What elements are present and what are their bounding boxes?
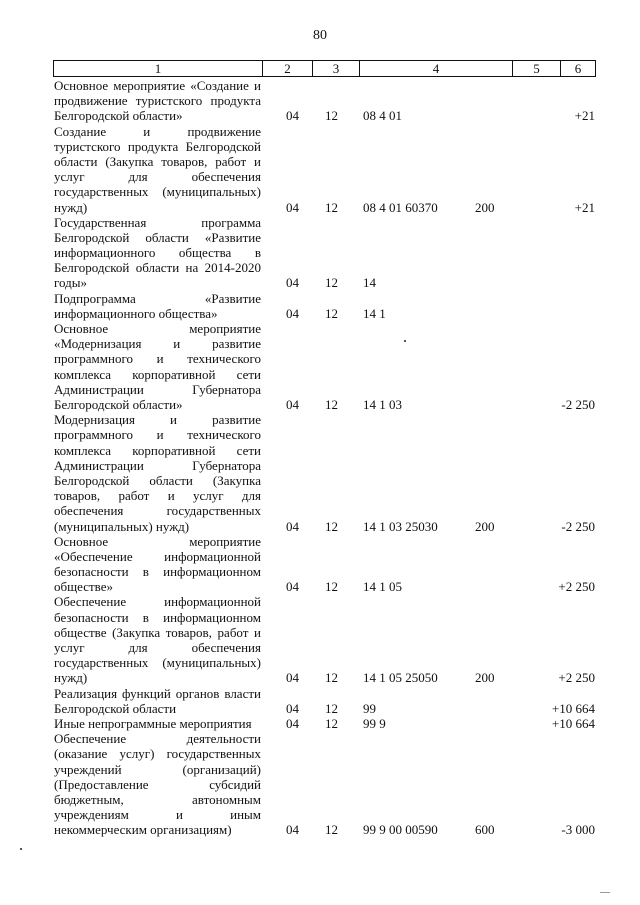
header-col-2: 2 [263, 61, 313, 76]
row-name-line: туристского продукта Белгородской [54, 138, 261, 154]
row-name [53, 534, 261, 595]
row-section: 04 [286, 716, 299, 732]
row-name-line: учреждениям и иным [54, 807, 261, 823]
row-subsection: 12 [325, 579, 338, 595]
row-target-article: 14 1 03 25030 [363, 518, 438, 534]
row-name-line: безопасности в информационном [54, 609, 261, 625]
row-subsection: 12 [325, 199, 338, 215]
row-target-article: 08 4 01 60370 [363, 199, 438, 215]
table-body [53, 78, 596, 838]
row-section: 04 [286, 108, 299, 124]
row-section: 04 [286, 822, 299, 838]
row-name-line: годы» [54, 275, 87, 291]
row-name-line: продвижение туристского продукта [54, 93, 261, 109]
row-subsection: 12 [325, 518, 338, 534]
row-name-line: нужд) [54, 670, 88, 686]
row-name [53, 594, 261, 685]
row-name-line: услуг для обеспечения [54, 169, 261, 185]
row-name-line: «Обеспечение информационной [54, 548, 261, 564]
row-name-line: Реализация функций органов власти [54, 685, 261, 701]
row-name-line: программного и технического [54, 427, 261, 443]
row-expense-type: 200 [475, 670, 495, 686]
row-name-line: учреждений (организаций) [54, 761, 261, 777]
row-subsection: 12 [325, 670, 338, 686]
table-row [53, 412, 596, 534]
row-target-article: 14 1 05 [363, 579, 402, 595]
header-col-4: 4 [360, 61, 513, 76]
row-name-line: (муниципальных) нужд) [54, 518, 190, 534]
row-name-line: программного и технического [54, 351, 261, 367]
row-name-line: Основное мероприятие [54, 321, 261, 337]
table-row [53, 686, 596, 716]
row-sum: +21 [574, 108, 595, 124]
row-name-line: Белгородской области «Развитие [54, 229, 261, 245]
row-name-line: (Предоставление субсидий [54, 776, 261, 792]
row-name-line: Обеспечение информационной [54, 594, 261, 610]
row-name-line: бюджетным, автономным [54, 791, 261, 807]
row-name-line: нужд) [54, 199, 88, 215]
row-expense-type: 600 [475, 822, 495, 838]
header-col-1: 1 [54, 61, 263, 76]
table-row [53, 594, 596, 685]
row-name-line: обществе» [54, 579, 114, 595]
page-number: 80 [313, 28, 327, 43]
table-header [53, 60, 596, 77]
row-subsection: 12 [325, 275, 338, 291]
row-name-line: государственных (муниципальных) [54, 184, 261, 200]
row-name-line: информационного общества» [54, 305, 218, 321]
table-row [53, 291, 596, 321]
row-name-line: обществе (Закупка товаров, работ и [54, 624, 261, 640]
row-subsection: 12 [325, 716, 338, 732]
row-name [53, 321, 261, 412]
row-name-line: области (Закупка товаров, работ и [54, 153, 261, 169]
row-name-line: государственных (муниципальных) [54, 655, 261, 671]
table-row [53, 321, 596, 412]
row-name [53, 215, 261, 291]
row-section: 04 [286, 579, 299, 595]
row-section: 04 [286, 700, 299, 716]
row-name-line: Основное мероприятие «Создание и [54, 78, 261, 93]
row-name-line: услуг для обеспечения [54, 640, 261, 656]
table-row [53, 78, 596, 124]
row-name-line: комплекса корпоративной сети [54, 442, 261, 458]
table-row [53, 215, 596, 291]
row-name [53, 291, 261, 321]
row-target-article: 08 4 01 [363, 108, 402, 124]
row-sum: +2 250 [558, 670, 595, 686]
row-sum: +2 250 [558, 579, 595, 595]
row-name-line: Администрации Губернатора [54, 381, 261, 397]
row-subsection: 12 [325, 397, 338, 412]
row-name-line: комплекса корпоративной сети [54, 366, 261, 382]
row-sum: -2 250 [561, 397, 595, 412]
row-target-article: 14 1 [363, 305, 386, 321]
header-col-6: 6 [574, 61, 582, 76]
row-section: 04 [286, 199, 299, 215]
row-sum: -2 250 [561, 518, 595, 534]
row-name-line: товаров, работ и услуг для [54, 488, 261, 504]
row-section: 04 [286, 518, 299, 534]
header-col-5: 5 [513, 61, 561, 76]
row-name-line: Обеспечение деятельности [54, 731, 261, 747]
row-section: 04 [286, 670, 299, 686]
row-name-line: Создание и продвижение [54, 123, 261, 139]
row-name-line: Администрации Губернатора [54, 457, 261, 473]
row-target-article: 99 9 [363, 716, 386, 732]
row-name [53, 731, 261, 837]
row-section: 04 [286, 397, 299, 412]
row-section: 04 [286, 305, 299, 321]
row-name-line: Модернизация и развитие [54, 412, 261, 428]
row-name [53, 716, 261, 731]
scan-speck [404, 340, 406, 342]
row-subsection: 12 [325, 108, 338, 124]
row-name [53, 78, 261, 124]
row-name-line: некоммерческим организациям) [54, 822, 232, 838]
row-name-line: Белгородской области» [54, 108, 183, 124]
row-subsection: 12 [325, 822, 338, 838]
row-target-article: 14 [363, 275, 376, 291]
row-expense-type: 200 [475, 518, 495, 534]
row-name [53, 412, 261, 534]
row-name-line: Белгородской области на 2014-2020 [54, 260, 261, 276]
row-section: 04 [286, 275, 299, 291]
header-col-3: 3 [313, 61, 360, 76]
row-subsection: 12 [325, 700, 338, 716]
row-subsection: 12 [325, 305, 338, 321]
scan-speck [600, 892, 610, 893]
row-sum: +10 664 [551, 716, 595, 732]
row-target-article: 99 [363, 700, 376, 716]
table-row [53, 534, 596, 595]
table-row [53, 124, 596, 215]
row-expense-type: 200 [475, 199, 495, 215]
scan-speck [20, 848, 22, 850]
row-name-line: обеспечения государственных [54, 503, 261, 519]
row-sum: +10 664 [551, 700, 595, 716]
row-name-line: Белгородской области [54, 700, 177, 716]
row-sum: -3 000 [561, 822, 595, 838]
row-target-article: 14 1 05 25050 [363, 670, 438, 686]
row-name-line: (оказание услуг) государственных [54, 746, 261, 762]
row-name-line: Государственная программа [54, 214, 261, 230]
row-name-line: «Модернизация и развитие [54, 336, 261, 352]
row-name-line: Белгородской области (Закупка [54, 472, 261, 488]
table-row [53, 731, 596, 837]
row-name-line: информационного общества в [54, 245, 261, 261]
row-name-line: Подпрограмма «Развитие [54, 290, 261, 306]
row-name-line: Иные непрограммные мероприятия [54, 716, 252, 732]
row-sum: +21 [574, 199, 595, 215]
row-target-article: 14 1 03 [363, 397, 402, 412]
row-name-line: Основное мероприятие [54, 533, 261, 549]
table-row [53, 716, 596, 731]
row-name-line: безопасности в информационном [54, 564, 261, 580]
row-name-line: Белгородской области» [54, 397, 183, 412]
row-name [53, 124, 261, 215]
row-name [53, 686, 261, 716]
row-target-article: 99 9 00 00590 [363, 822, 438, 838]
